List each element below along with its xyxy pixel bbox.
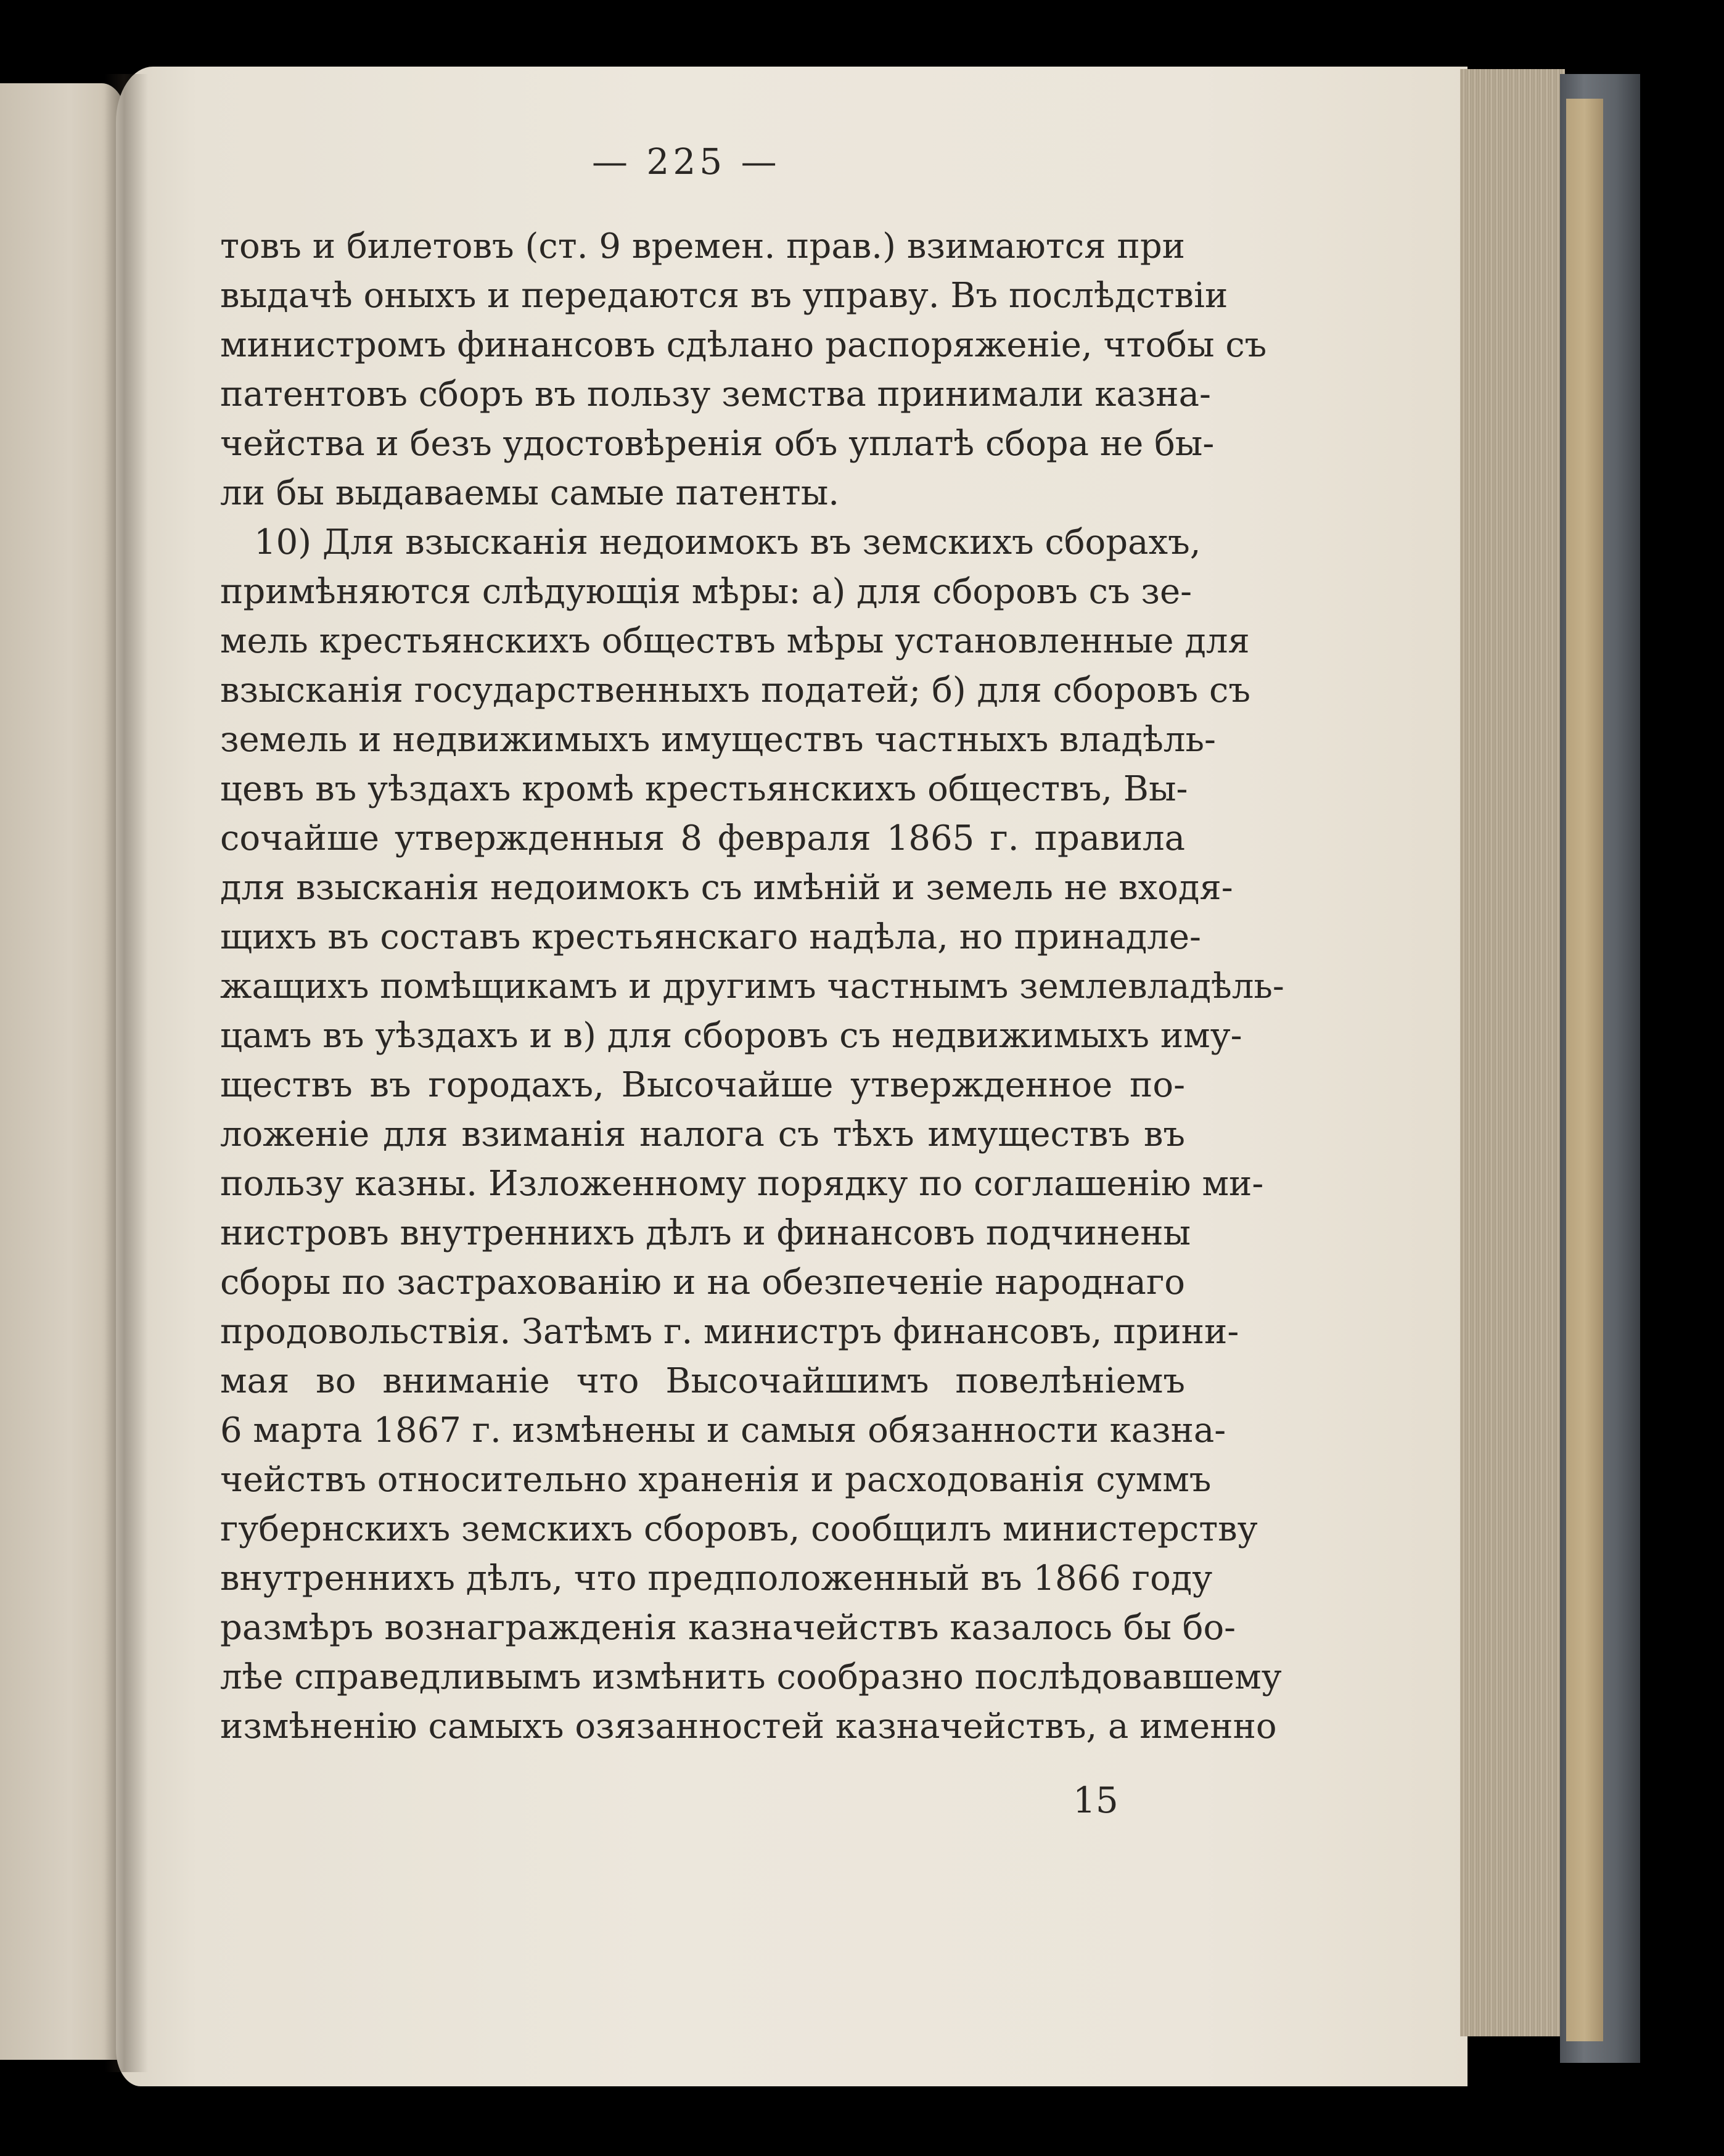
text-line: щихъ въ составъ крестьянскаго надѣла, но принадле- <box>220 917 1201 957</box>
text-line: мель крестьянскихъ обществъ мѣры установленные для <box>220 621 1250 661</box>
text-line: размѣръ вознагражденія казначействъ казалось бы бо- <box>220 1608 1236 1648</box>
text-line: ли бы выдаваемы самые патенты. <box>220 473 840 513</box>
text-line: сборы по застрахованію и на обезпеченіе народнаго <box>220 1262 1185 1302</box>
text-line: для взысканія недоимокъ съ имѣній и земель не входя- <box>220 868 1233 908</box>
text-line: примѣняются слѣдующія мѣры: а) для сборовъ съ зе- <box>220 572 1192 612</box>
text-line: измѣненію самыхъ озязанностей казначействъ, а именно <box>220 1706 1277 1747</box>
body-text <box>220 222 1284 1751</box>
text-line: выдачѣ оныхъ и передаются въ управу. Въ послѣдствіи <box>220 276 1228 316</box>
text-line: губернскихъ земскихъ сборовъ, сообщилъ министерству <box>220 1509 1258 1549</box>
text-line: жащихъ помѣщикамъ и другимъ частнымъ землевладѣль- <box>220 966 1284 1006</box>
text-line: министромъ финансовъ сдѣлано распоряженіе, чтобы съ <box>220 325 1267 365</box>
text-line: 6 марта 1867 г. измѣнены и самыя обязанности казна- <box>220 1410 1226 1450</box>
text-line: внутреннихъ дѣлъ, что предположенный въ 1866 году <box>220 1558 1213 1598</box>
text-line: товъ и билетовъ (ст. 9 времен. прав.) взимаются при <box>220 226 1185 266</box>
text-line: цамъ въ уѣздахъ и в) для сборовъ съ недвижимыхъ иму- <box>220 1016 1242 1056</box>
text-line: 10) Для взысканія недоимокъ въ земскихъ сборахъ, <box>254 522 1201 562</box>
text-line: чейства и безъ удостовѣренія объ уплатѣ сбора не бы- <box>220 424 1215 464</box>
page-number: — 225 — <box>592 141 781 183</box>
cover-board <box>1566 99 1603 2041</box>
spine-shadow <box>105 74 148 2072</box>
text-line: цевъ въ уѣздахъ кромѣ крестьянскихъ обществъ, Вы- <box>220 769 1188 809</box>
text-line: чействъ относительно храненія и расходованія суммъ <box>220 1460 1212 1500</box>
page-stack-edge <box>1460 69 1565 2036</box>
text-line: лѣе справедливымъ измѣнить сообразно послѣдовавшему <box>220 1657 1282 1697</box>
text-line: ложеніе для взиманія налога съ тѣхъ имуществъ въ <box>220 1114 1185 1154</box>
text-line: нистровъ внутреннихъ дѣлъ и финансовъ подчинены <box>220 1213 1191 1253</box>
text-line: пользу казны. Изложенному порядку по соглашенію ми- <box>220 1164 1264 1204</box>
text-line: земель и недвижимыхъ имуществъ частныхъ владѣль- <box>220 720 1216 760</box>
text-line: взысканія государственныхъ податей; б) для сборовъ съ <box>220 670 1250 710</box>
text-line: сочайше утвержденныя 8 февраля 1865 г. правила <box>220 818 1185 858</box>
text-line: ществъ въ городахъ, Высочайше утвержденное по- <box>220 1065 1185 1105</box>
text-line: продовольствія. Затѣмъ г. министръ финансовъ, прини- <box>220 1312 1239 1352</box>
text-line: мая во вниманіе что Высочайшимъ повелѣніемъ <box>220 1361 1185 1401</box>
text-line: патентовъ сборъ въ пользу земства принимали казна- <box>220 374 1211 414</box>
signature-mark: 15 <box>1073 1779 1119 1821</box>
